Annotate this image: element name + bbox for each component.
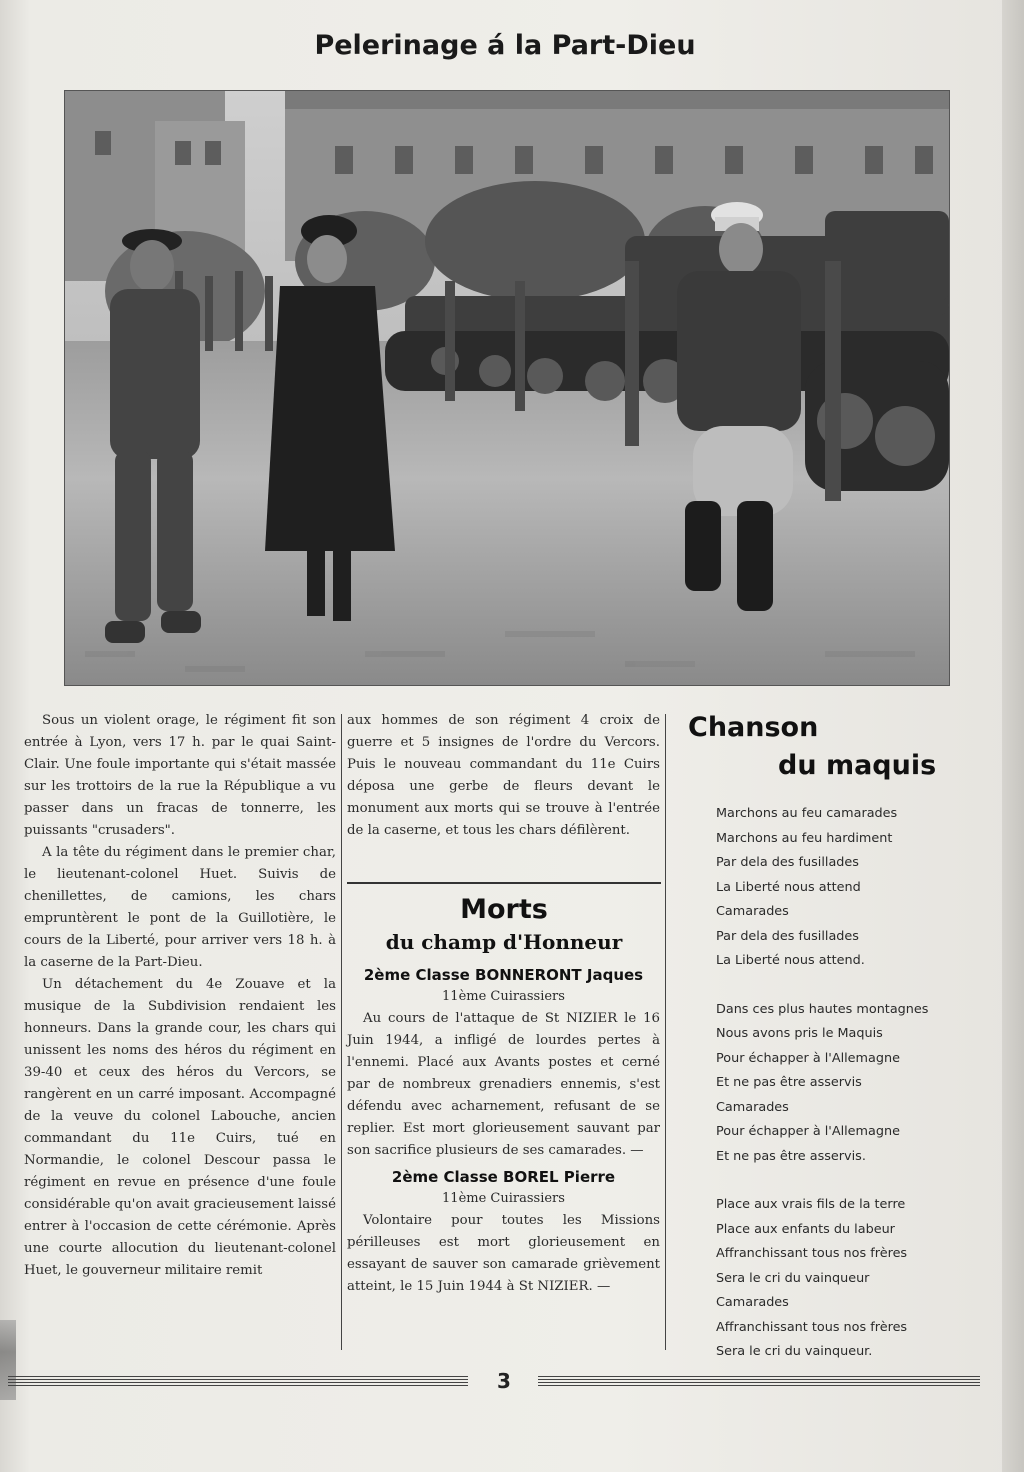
song-line: Camarades <box>716 1295 789 1310</box>
song-line: Camarades <box>716 1099 789 1115</box>
article-column-2 <box>347 710 660 842</box>
song-line: Affranchissant tous nos frères <box>716 1246 908 1261</box>
photograph-tanks-parade <box>64 90 950 686</box>
stanza-gap <box>716 974 996 998</box>
morts-subtitle: du champ d'Honneur <box>385 930 623 954</box>
song-line: Place aux vrais fils de la terre <box>716 1197 906 1212</box>
article-paragraph-3: Un détachement du 4e Zouave et la musique de la Subdivision rendaient les honneurs. Dans la grande cour, les chars qui unissent les noms des héros du régiment en 39-40 et ceux des héros du Vercors, se rangèrent en un carré imposant. Accompagné de la veuve du colonel Labouche, ancien commandant du 11e Cuirs, tué en Normandie, le colonel Descour passa le régiment en revue en présence d'une foule considérable qu'on avait gracieusement laissé entrer à l'occasion de cette cérémonie. Après une courte allocution du lieutenant-colonel Huet, le gouverneur militaire remit <box>24 977 336 1278</box>
song-line: La Liberté nous attend. <box>716 953 865 968</box>
song-line: Et ne pas être asservis. <box>716 1148 866 1164</box>
song-line: Pour échapper à l'Allemagne <box>716 1050 900 1066</box>
song-line: Par dela des fusillades <box>716 855 859 870</box>
article-paragraph-1: Sous un violent orage, le régiment fit son entrée à Lyon, vers 17 h. par le quai Saint-Clair. Une foule importante qui s'était massée sur les trottoirs de la rue la République a vu passer dans un fracas de tonnerre, les puissants "crusaders". <box>24 713 336 838</box>
page-title: Pelerinage á la Part-Dieu <box>314 30 696 61</box>
person-citation: Au cours de l'attaque de St NIZIER le 16 Juin 1944, a infligé de lourdes pertes à l'ennemi. Placé aux Avants postes et cerné par de nombreux grenadiers ennemis, s'est défendu avec acharnement, refusant de se replier. Est mort glorieusement sauvant par son sacrifice plusieurs de ses camarades. — <box>347 1011 660 1158</box>
stanza-gap <box>716 1169 996 1193</box>
song-line: Sera le cri du vainqueur <box>716 1270 870 1286</box>
song-line: Camarades <box>716 904 789 919</box>
page-number: 3 <box>497 1369 511 1393</box>
column-divider-1 <box>341 714 342 1350</box>
paper-edge <box>1002 0 1024 1472</box>
person-name: 2ème Classe BOREL Pierre <box>391 1168 616 1186</box>
article-paragraph-2: A la tête du régiment dans le premier char, le lieutenant-colonel Huet. Suivis de chenillettes, de camions, les chars empruntèrent le pont de la Guillotière, le cours de la Liberté, pour arriver vers 18 h. à la caserne de la Part-Dieu. <box>24 845 336 970</box>
song-line: Place aux enfants du labeur <box>716 1221 895 1237</box>
song-title-line-2: du maquis <box>778 750 937 781</box>
photo-illustration <box>65 91 949 685</box>
person-name: 2ème Classe BONNERONT Jaques <box>363 966 644 984</box>
song-line: Affranchissant tous nos frères <box>716 1319 908 1335</box>
person-citation: Volontaire pour toutes les Missions périlleuses est mort glorieusement en essayant de sauver son camarade grièvement atteint, le 15 Juin 1944 à St NIZIER. — <box>347 1213 660 1294</box>
song-line: Nous avons pris le Maquis <box>716 1026 883 1041</box>
song-line: Marchons au feu camarades <box>716 806 898 821</box>
song-line: La Liberté nous attend <box>716 879 861 895</box>
footer-rule-right <box>538 1376 980 1388</box>
song-lyrics <box>716 802 996 1365</box>
song-line: Sera le cri du vainqueur. <box>716 1344 873 1359</box>
song-line: Et ne pas être asservis <box>716 1075 862 1090</box>
footer-rule-left <box>8 1376 468 1388</box>
song-line: Par dela des fusillades <box>716 928 859 944</box>
morts-list <box>347 964 660 1298</box>
morts-title: Morts <box>460 894 548 925</box>
person-unit: 11ème Cuirassiers <box>442 1191 565 1206</box>
article-paragraph-4: aux hommes de son régiment 4 croix de guerre et 5 insignes de l'ordre du Vercors. Puis le nouveau commandant du 11e Cuirs déposa une gerbe de fleurs devant le monument aux morts qui se trouve à l'entrée de la caserne, et tous les chars défilèrent. <box>347 713 660 838</box>
song-line: Marchons au feu hardiment <box>716 830 893 846</box>
song-line: Dans ces plus hautes montagnes <box>716 1001 929 1017</box>
section-divider <box>347 882 661 884</box>
column-divider-2 <box>665 714 666 1350</box>
song-line: Pour échapper à l'Allemagne <box>716 1124 900 1139</box>
binding-mark <box>0 1320 16 1400</box>
article-column-1 <box>24 710 336 1282</box>
song-title-line-1: Chanson <box>688 712 819 743</box>
person-unit: 11ème Cuirassiers <box>442 989 565 1004</box>
